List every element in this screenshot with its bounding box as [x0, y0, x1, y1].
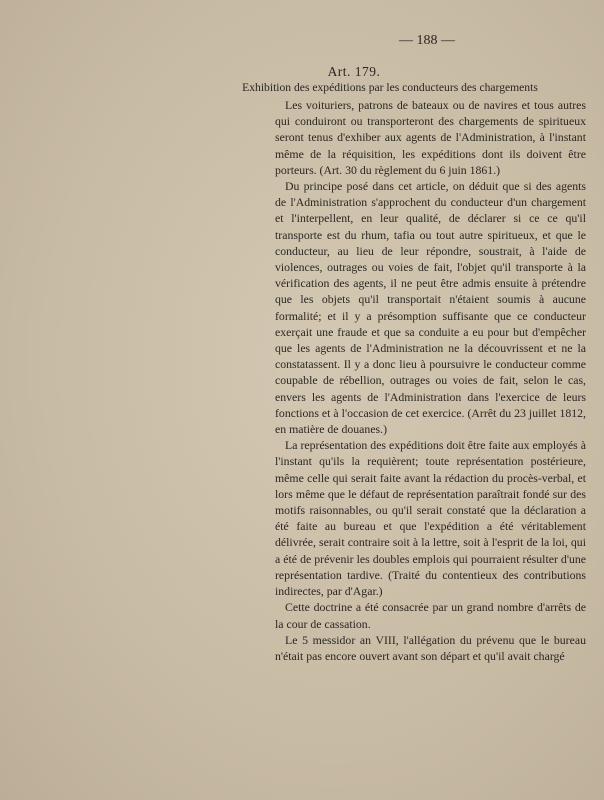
paragraph: Le 5 messidor an VIII, l'allégation du prévenu que le bureau n'était pas encore ouvert avant son départ et qu'il avait chargé	[275, 632, 586, 663]
paragraph: Du principe posé dans cet article, on déduit que si des agents de l'Administration s'approchent du conducteur d'un chargement et l'interpellent, en leur qualité, de déclarer si ce ce qu'il transporte est du rhum, tafia ou tout autre spiritueux, et que le conducteur, au lieu de leur répondre, soustrait, à l'aide de violences, outrages ou voies de fait, l'objet qu'il transporte à la vérification des agents, il ne peut être admis ensuite à prétendre que les objets qu'il transportait n'étaient soumis à aucune formalité; et il y a présomption suffisante que ce conducteur exerçait une fraude et que sa conduite a eu pour but d'empêcher que les agents de l'Administration ne la découvrissent et ne la constatassent. Il y a donc lieu à poursuivre le conducteur comme coupable de rébellion, outrages ou voies de fait, selon le cas, envers les agents de l'Administration dans l'exercice de leurs fonctions et à l'occasion de cet exercice. (Arrêt du 23 juillet 1812, en matière de douanes.)	[275, 179, 586, 437]
paragraph: La représentation des expéditions doit être faite aux employés à l'instant qu'ils la requièrent; toute représentation postérieure, même celle qui serait faite avant la rédaction du procès-verbal, et lors même que le défaut de représentation paraîtrait fondé sur des motifs raisonnables, ou qu'il serait constaté que la déclaration a été faite au bureau et que l'expédition a été véritablement délivrée, serait contraire soit à la lettre, soit à l'esprit de la loi, qui a été de prévenir les doubles emplois qui pourraient résulter d'une représentation tardive. (Traité du contentieux des contributions indirectes, par d'Agar.)	[275, 438, 586, 599]
paragraph: Cette doctrine a été consacrée par un grand nombre d'arrêts de la cour de cassation.	[275, 600, 586, 631]
article-subtitle: Exhibition des expéditions par les conducteurs des chargements	[242, 81, 538, 94]
article-title: Art. 179.	[327, 64, 381, 79]
paragraph: Les voituriers, patrons de bateaux ou de navires et tous autres qui conduiront ou transporteront des chargements de spiritueux seront tenus d'exhiber aux agents de l'Administration, à l'instant même de la réquisition, les expéditions dont ils doivent être porteurs. (Art. 30 du règlement du 6 juin 1861.)	[275, 98, 586, 177]
article-body	[275, 97, 586, 664]
page-number: — 188 —	[399, 33, 455, 48]
